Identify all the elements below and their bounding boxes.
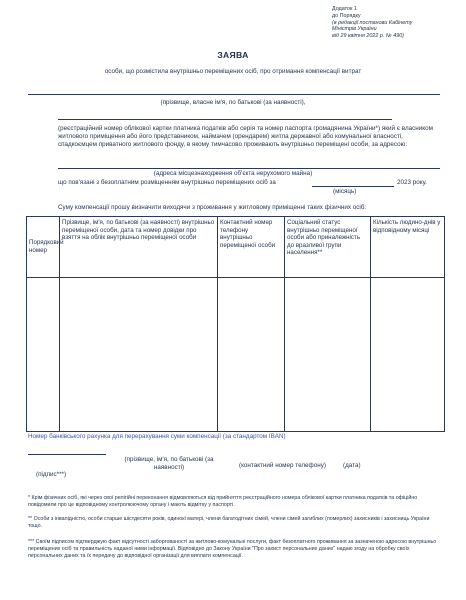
annex-line: (в редакції постанови Кабінету — [332, 19, 413, 26]
document-title: ЗАЯВА — [217, 50, 249, 60]
signature-caption: (підпис***) — [36, 471, 67, 478]
table-header-cell: Соціальний статус внутрішньо переміщеної особи або приналежність до вразливої групи населення** — [285, 217, 371, 278]
address-caption: (адреса місцезнаходження об'єкта нерухомого майна) — [153, 170, 313, 177]
table-cell[interactable] — [27, 278, 60, 432]
phone-caption: (контактний номер телефону) — [239, 462, 326, 469]
annex-line: Додаток 1 — [332, 6, 357, 12]
iban-label: Номер банківського рахунка для перерахування суми компенсації (за стандартом IBAN) — [28, 433, 286, 440]
footnote-2: ** Особи з інвалідністю, особи старше шістдесяти років, одинокі матері, члени багатодітних сімей, члени сімей загиблих (померлих) захисників і захисниць України тощо. — [28, 516, 430, 529]
signature-input-line[interactable] — [28, 454, 106, 455]
fullname-caption: (прізвище, ім'я, по батькові (за наявності) — [124, 456, 214, 472]
table-header-row — [27, 217, 445, 278]
table-header-cell: Порядковий номер — [27, 217, 60, 278]
table-cell[interactable] — [60, 278, 218, 432]
document-subtitle: особи, що розмістила внутрішньо переміщених осіб, про отримання компенсації витрат — [104, 68, 362, 75]
table-cell[interactable] — [285, 278, 371, 432]
table-header-cell: Кількість людино-днів у відповідному місяці — [371, 217, 445, 278]
table-cell[interactable] — [371, 278, 445, 432]
table-cell[interactable] — [218, 278, 285, 432]
month-caption: (місяць) — [333, 188, 357, 195]
table-header-cell: Прізвище, ім'я, по батькові (за наявності) внутрішньо переміщеної особи, дата та номер довідки про взяття на облік внутрішньо переміщеної особи — [60, 217, 218, 278]
placement-year: 2023 року. — [397, 179, 427, 186]
table-header-cell: Контактний номер телефону внутрішньо переміщеної особи — [218, 217, 285, 278]
sum-instruction: Суму компенсації прошу визначити виходячи з проживання у житловому приміщенні таких фізичних осіб: — [58, 204, 367, 211]
footnote-3: *** Своїм підписом підтверджую факт відсутності заборгованості за житлово-комунальні послуги, факт безоплатного проживання за зазначеною адресою внутрішньо переміщених осіб та правильність наданої ними інформації. Відповідно до Закону України "Про захист персональних даних" надаю згоду на обробку своїх персональних даних та їх передачу до відповідної організації для виплати компенсації. — [28, 539, 437, 559]
address-input-line[interactable] — [58, 168, 440, 169]
name-input-line[interactable] — [28, 94, 440, 95]
id-paragraph: (реєстраційний номер облікової картки платника податків або серія та номер паспорта громадянина України*) який є власником житлового приміщення або його представником, наймачем (орендарем) житла державної або комунальної власності, спадкоємцем приватного житлового фонду, в якому тимчасово проживають внутрішньо переміщені особи, за адресою: — [58, 125, 433, 149]
annex-line: від 29 квітня 2022 р. № 490) — [332, 33, 404, 40]
id-input-line[interactable] — [58, 119, 392, 120]
footnote-1: * Крім фізичних осіб, які через свої релігійні переконання відмовляються від прийняття реєстраційного номера облікової картки платника податків та офіційно повідомили про це відповідному контролюючому органу і мають відмітку у паспорті. — [28, 495, 418, 508]
annex-header — [332, 6, 412, 40]
month-input-line[interactable] — [312, 186, 394, 187]
date-caption: (дата) — [343, 462, 361, 469]
table-row[interactable] — [27, 278, 445, 432]
annex-line: до Порядку — [332, 12, 361, 19]
persons-table — [26, 216, 445, 432]
name-caption: (прізвище, власне ім'я, по батькові (за наявності), — [160, 99, 306, 106]
annex-line: Міністрів України — [332, 26, 377, 33]
placement-text: що пов'язані з безоплатним розміщенням внутрішньо переміщених осіб за — [58, 179, 276, 186]
